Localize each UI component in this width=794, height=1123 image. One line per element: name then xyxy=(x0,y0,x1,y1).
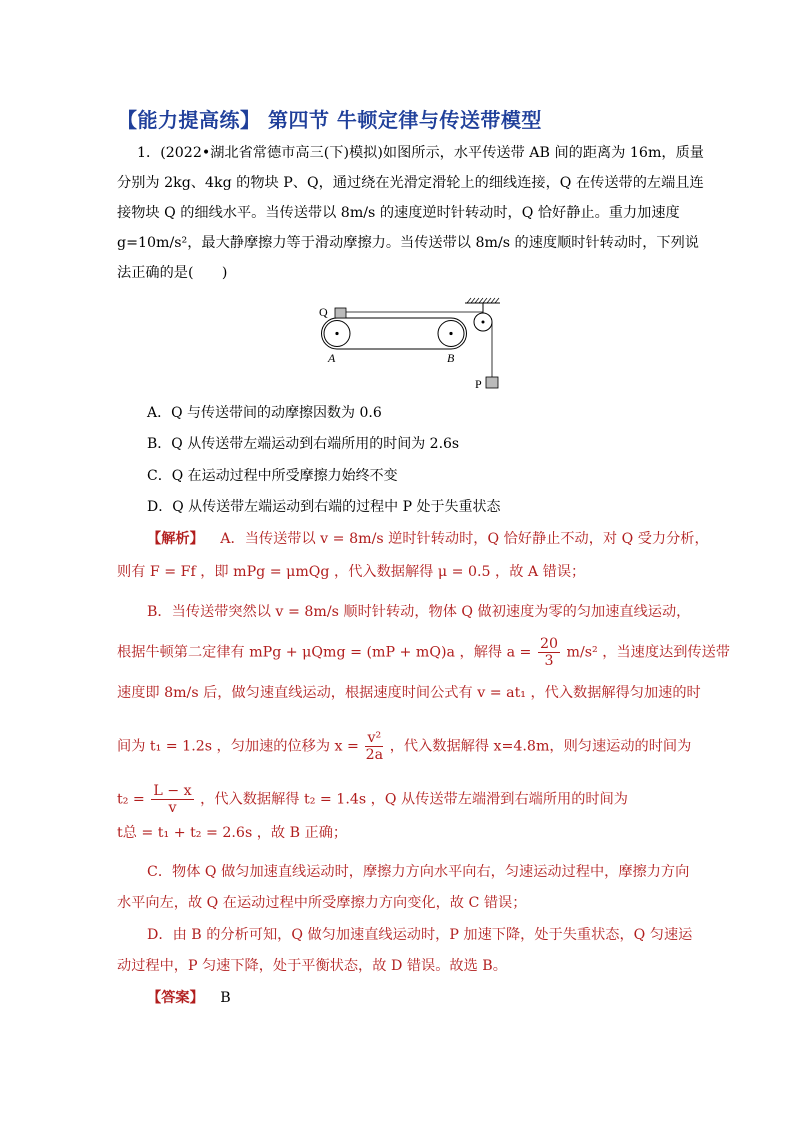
analysis-b-line-2b: m/s² ，当速度达到传送带 xyxy=(566,644,730,661)
analysis-b-line-2a: 根据牛顿第二定律有 mPg + μQmg = (mP + mQ)a ，解得 a = xyxy=(117,644,532,661)
question-line-3: 接物块 Q 的细线水平。当传送带以 8m/s 的速度逆时针转动时，Q 恰好静止。重力加速度 xyxy=(117,205,680,221)
analysis-b-line-5b: ，代入数据解得 t₂ = 1.4s ，Q 从传送带左端滑到右端所用的时间为 xyxy=(200,791,628,808)
analysis-c-line-2: 水平向左，故 Q 在运动过程中所受摩擦力方向变化，故 C 错误； xyxy=(117,895,527,911)
analysis-b-line-5a: t₂ = xyxy=(117,791,145,808)
block-p xyxy=(486,377,498,388)
answer-value: B xyxy=(220,990,231,1006)
analysis-a-line-2: 则有 F = Ff ，即 mPg = μmQg ，代入数据解得 μ = 0.5 ，故 A 错误； xyxy=(117,564,586,580)
analysis-d-line-2: 动过程中，P 匀速下降，处于平衡状态，故 D 错误。故选 B。 xyxy=(117,958,507,974)
page-title: 【能力提高练】 第四节 牛顿定律与传送带模型 xyxy=(117,108,542,132)
block-q xyxy=(335,308,346,318)
label-a: A xyxy=(328,351,336,365)
fraction-acceleration: $\frac{20}{3}$ xyxy=(539,636,559,669)
analysis-a-line-1: A．当传送带以 v = 8m/s 逆时针转动时，Q 恰好静止不动，对 Q 受力分析， xyxy=(220,531,709,547)
question-line-1: 1．(2022•湖北省常德市高三(下)模拟)如图所示，水平传送带 AB 间的距离为 16m，质量 xyxy=(137,145,704,161)
fraction-time: $\frac{L - x}{v}$ xyxy=(153,783,192,816)
analysis-d-line-1: D．由 B 的分析可知，Q 做匀加速直线运动时，P 加速下降，处于失重状态，Q 匀速运 xyxy=(147,927,693,943)
option-d: D．Q 从传送带左端运动到右端的过程中 P 处于失重状态 xyxy=(147,499,501,515)
label-q: Q xyxy=(319,305,328,319)
label-p: P xyxy=(475,377,482,391)
question-line-5: 法正确的是( ) xyxy=(117,265,228,281)
option-a: A．Q 与传送带间的动摩擦因数为 0.6 xyxy=(147,405,382,421)
answer-tag: 【答案】 xyxy=(147,990,204,1006)
analysis-b-line-6: t总 = t₁ + t₂ = 2.6s ，故 B 正确； xyxy=(117,825,348,841)
question-line-2: 分别为 2kg、4kg 的物块 P、Q，通过绕在光滑定滑轮上的细线连接，Q 在传送带的左端且连 xyxy=(117,175,704,191)
label-b: B xyxy=(447,351,455,365)
option-b: B．Q 从传送带左端运动到右端所用的时间为 2.6s xyxy=(147,436,460,452)
option-c: C．Q 在运动过程中所受摩擦力始终不变 xyxy=(147,468,398,484)
conveyor-belt-figure xyxy=(315,296,505,396)
question-line-4: g=10m/s²，最大静摩擦力等于滑动摩擦力。当传送带以 8m/s 的速度顺时针转动时，下列说 xyxy=(117,235,699,251)
analysis-b-line-4b: ，代入数据解得 x=4.8m，则匀速运动的时间为 xyxy=(389,738,692,755)
analysis-c-line-1: C．物体 Q 做匀加速直线运动时，摩擦力方向水平向右，匀速运动过程中，摩擦力方向 xyxy=(147,864,690,880)
fraction-displacement: $\frac{\text{v²}}{2a}$ xyxy=(365,730,384,763)
analysis-b-line-4a: 间为 t₁ = 1.2s ，匀加速的位移为 x = xyxy=(117,738,359,755)
analysis-b-line-1: B．当传送带突然以 v = 8m/s 顺时针转动，物体 Q 做初速度为零的匀加速直线运动， xyxy=(147,604,691,620)
analysis-b-line-3: 速度即 8m/s 后，做匀速直线运动，根据速度时间公式有 v = at₁ ，代入数据解得匀加速的时 xyxy=(117,685,701,701)
analysis-tag: 【解析】 xyxy=(147,531,204,547)
